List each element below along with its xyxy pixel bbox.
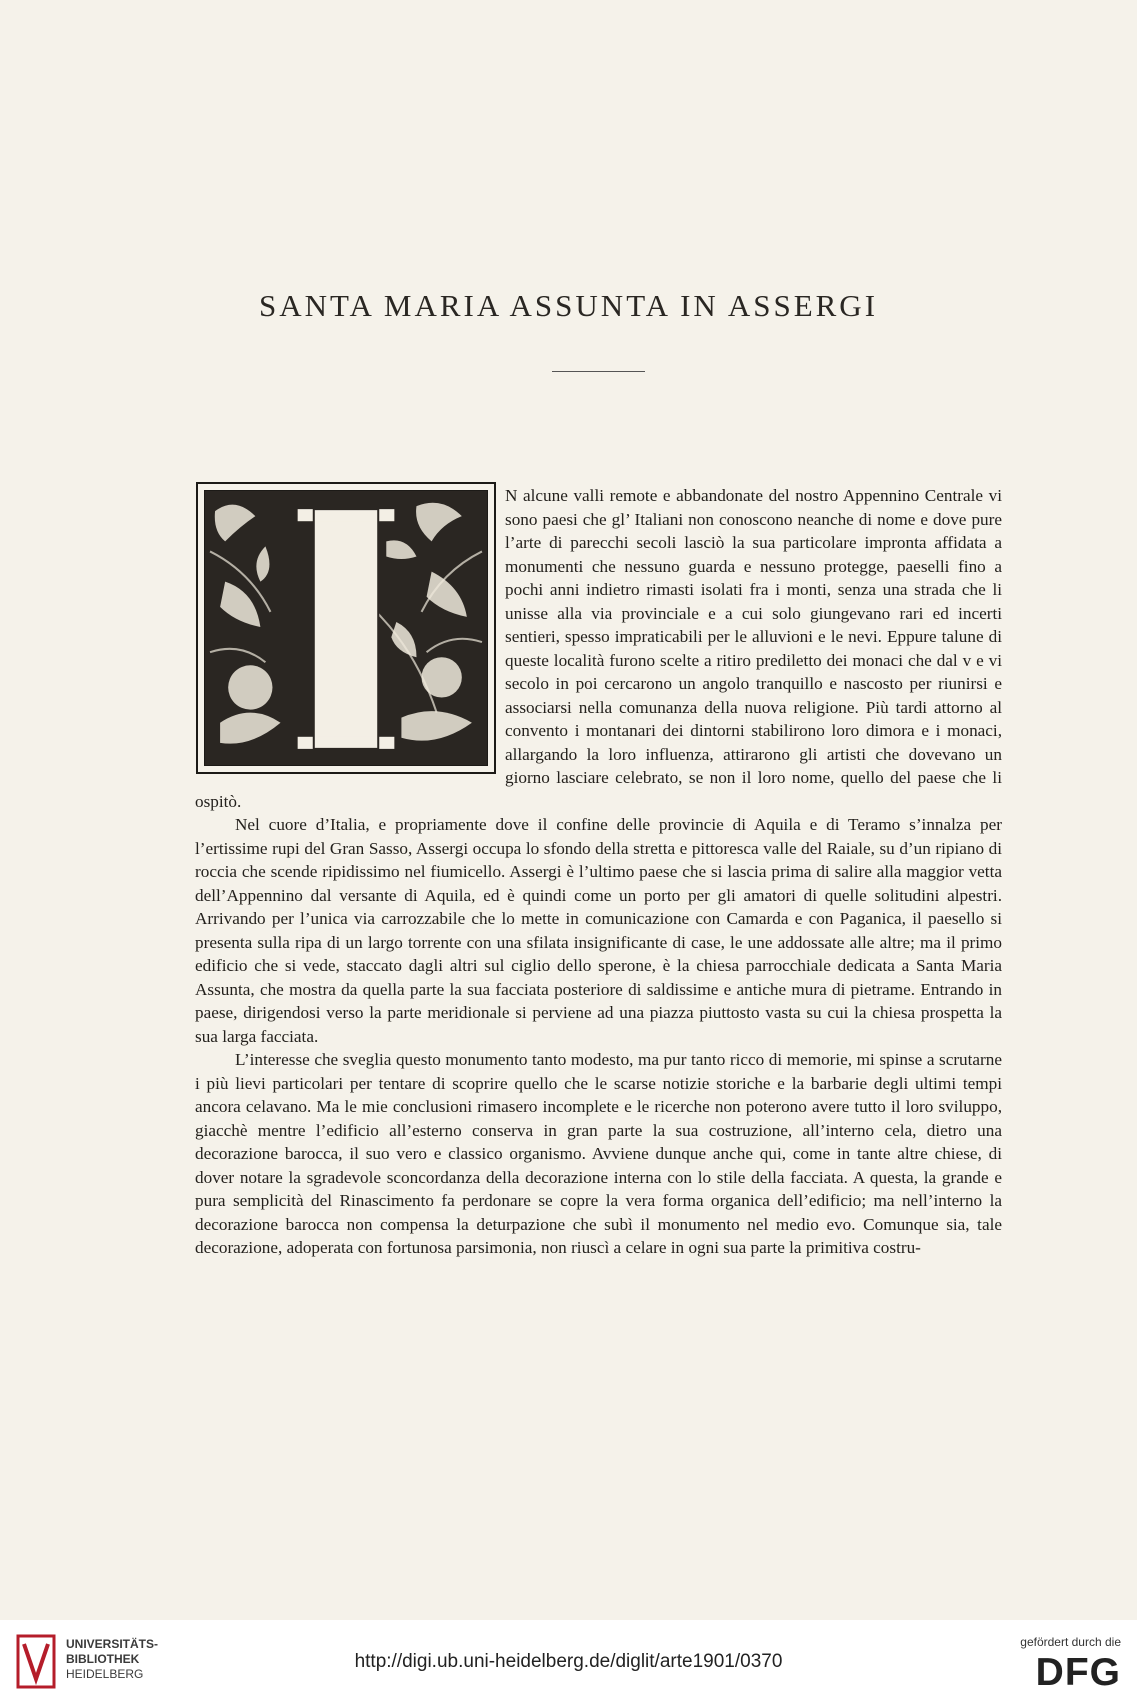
paragraph-1: N alcune valli remote e abbandonate del nostro Appennino Centrale vi sono paesi che gl’ Italiani non conoscono neanche di nome e dove pure l’arte di parecchi secoli lasciò la sua particolare impronta affidata a monumenti che nessuno guarda e nessuno protegge, paeselli fino a pochi anni indietro rimasti isolati fra i monti, senza una strada che li unisse alla via provinciale e a cui solo giungevano rari ed incerti sentieri, spesso impraticabili per le alluvioni e le nevi. Eppure talune di queste località furono scelte a ritiro prediletto dei monaci che dal v e vi secolo in poi cercarono un angolo tranquillo e nascosto per riunirsi e associarsi nella comunanza della nuova religione. Più tardi attorno al convento i montanari dei dintorni stabilirono loro dimora e i monaci, allargando la loro influenza, attirarono gli artisti che dovevano un giorno lasciare celebrato, se non il loro nome, quello del paese che li ospitò.	[195, 486, 1002, 811]
source-url-link[interactable]: http://digi.ub.uni-heidelberg.de/diglit/arte1901/0370	[354, 1651, 783, 1672]
paragraph-3: L’interesse che sveglia questo monumento tanto modesto, ma pur tanto ricco di memorie, mi spinse a scrutarne i più lievi particolari per tentare di scoprire quello che le scarse notizie storiche e la barbarie degli ultimi tempi ancora celavano. Ma le mie conclusioni rimasero incomplete e le ricerche non poterono avere tutto il loro sviluppo, giacchè mentre l’edificio all’esterno conserva in gran parte la sua costruzione, all’interno cela, dietro una decorazione barocca, il suo vero e classico organismo. Avviene dunque anche qui, come in tante altre chiese, di dover notare la sgradevole sconcordanza della decorazione interna con lo stile della facciata. A questa, la grande e pura semplicità del Rinascimento fa perdonare se copre la vera forma organica dell’edificio; ma nell’interno la decorazione barocca non compensa la deturpazione che subì il monumento nel medio evo. Comunque sia, tale decorazione, adoperata con fortunosa parsimonia, non riuscì a celare in ogni sua parte la primitiva costru-	[195, 1050, 1002, 1257]
dfg-logo: DFG	[1035, 1651, 1121, 1694]
sponsor-caption: gefördert durch die	[1020, 1635, 1121, 1649]
article-body	[195, 484, 1002, 1260]
library-name: UNIVERSITÄTS- BIBLIOTHEK HEIDELBERG	[66, 1637, 159, 1681]
paragraph-2: Nel cuore d’Italia, e propriamente dove il confine delle provincie di Aquila e di Teramo s’innalza per l’ertissime rupi del Gran Sasso, Assergi occupa lo sfondo della stretta e pittoresca valle del Raiale, su d’un ripiano di roccia che scende ripidissimo nel fiumicello. Assergi è l’ultimo paese che si lascia prima di salire alla maggior vetta dell’Appennino dal versante di Aquila, ed è quindi come un porto per gli amatori di quelle solitudini alpestri. Arrivando per l’unica via carrozzabile che lo mette in comunicazione con Camarda e con Paganica, il paesello si presenta sulla ripa di un largo torrente con una sfilata insignificante di case, le une addossate alle altre; ma il primo edificio che si vede, staccato dagli altri sul ciglio dello sperone, è la chiesa parrocchiale dedicata a Santa Maria Assunta, che mostra da quella parte la sua facciata posteriore di saldissime e antiche mura di pietrame. Entrando in paese, dirigendosi verso la parte meridionale si perviene ad una piazza piuttosto vasta su cui la chiesa prospetta la sua larga facciata.	[195, 815, 1002, 1046]
title-divider	[552, 371, 645, 372]
footer-bar	[0, 1620, 1137, 1703]
page-title: SANTA MARIA ASSUNTA IN ASSERGI	[258, 288, 879, 323]
